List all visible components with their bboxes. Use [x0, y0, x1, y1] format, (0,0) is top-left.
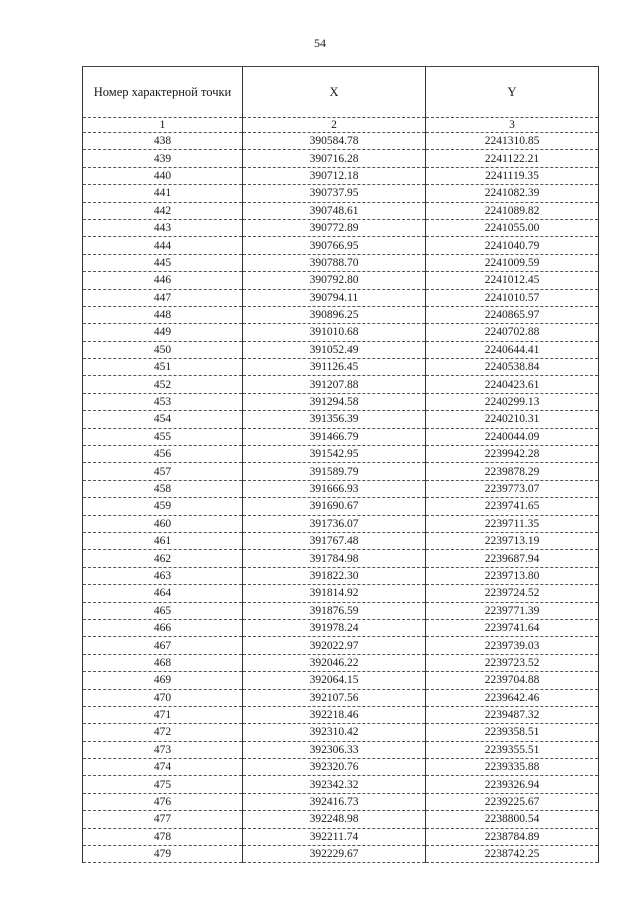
y-coordinate-cell: 2240210.31 — [426, 411, 599, 428]
point-number-cell: 467 — [83, 637, 243, 654]
header-y: Y — [426, 67, 599, 118]
y-coordinate-cell: 2239773.07 — [426, 480, 599, 497]
x-coordinate-cell: 390896.25 — [243, 306, 426, 323]
y-coordinate-cell: 2241012.45 — [426, 272, 599, 289]
x-coordinate-cell: 392229.67 — [243, 846, 426, 863]
x-coordinate-cell: 392416.73 — [243, 793, 426, 810]
x-coordinate-cell: 390716.28 — [243, 150, 426, 167]
y-coordinate-cell: 2240644.41 — [426, 341, 599, 358]
point-number-cell: 453 — [83, 393, 243, 410]
y-coordinate-cell: 2239724.52 — [426, 585, 599, 602]
x-coordinate-cell: 391822.30 — [243, 567, 426, 584]
point-number-cell: 479 — [83, 846, 243, 863]
y-coordinate-cell: 2239878.29 — [426, 463, 599, 480]
x-coordinate-cell: 392218.46 — [243, 706, 426, 723]
y-coordinate-cell: 2241082.39 — [426, 185, 599, 202]
y-coordinate-cell: 2240044.09 — [426, 428, 599, 445]
point-number-cell: 448 — [83, 306, 243, 323]
x-coordinate-cell: 391207.88 — [243, 376, 426, 393]
header-x: X — [243, 67, 426, 118]
table-row — [83, 324, 599, 341]
x-coordinate-cell: 391690.67 — [243, 498, 426, 515]
point-number-cell: 463 — [83, 567, 243, 584]
table-body — [83, 133, 599, 863]
point-number-cell: 455 — [83, 428, 243, 445]
x-coordinate-cell: 390772.89 — [243, 219, 426, 236]
x-coordinate-cell: 390788.70 — [243, 254, 426, 271]
point-number-cell: 471 — [83, 706, 243, 723]
table-row — [83, 185, 599, 202]
table-row — [83, 428, 599, 445]
table-row — [83, 393, 599, 410]
table-row — [83, 254, 599, 271]
y-coordinate-cell: 2239713.19 — [426, 532, 599, 549]
y-coordinate-cell: 2239704.88 — [426, 672, 599, 689]
table-row — [83, 411, 599, 428]
point-number-cell: 454 — [83, 411, 243, 428]
y-coordinate-cell: 2241010.57 — [426, 289, 599, 306]
y-coordinate-cell: 2238742.25 — [426, 846, 599, 863]
table-row — [83, 654, 599, 671]
x-coordinate-cell: 390766.95 — [243, 237, 426, 254]
y-coordinate-cell: 2239355.51 — [426, 741, 599, 758]
column-number-row — [83, 118, 599, 133]
point-number-cell: 465 — [83, 602, 243, 619]
point-number-cell: 440 — [83, 167, 243, 184]
point-number-cell: 450 — [83, 341, 243, 358]
x-coordinate-cell: 391294.58 — [243, 393, 426, 410]
x-coordinate-cell: 390737.95 — [243, 185, 426, 202]
table-row — [83, 463, 599, 480]
table-row — [83, 237, 599, 254]
x-coordinate-cell: 392022.97 — [243, 637, 426, 654]
x-coordinate-cell: 391466.79 — [243, 428, 426, 445]
point-number-cell: 461 — [83, 532, 243, 549]
x-coordinate-cell: 391589.79 — [243, 463, 426, 480]
column-number-1: 1 — [83, 118, 243, 133]
table-row — [83, 133, 599, 150]
point-number-cell: 442 — [83, 202, 243, 219]
point-number-cell: 449 — [83, 324, 243, 341]
y-coordinate-cell: 2240299.13 — [426, 393, 599, 410]
x-coordinate-cell: 390748.61 — [243, 202, 426, 219]
point-number-cell: 476 — [83, 793, 243, 810]
y-coordinate-cell: 2239739.03 — [426, 637, 599, 654]
table-row — [83, 167, 599, 184]
x-coordinate-cell: 392306.33 — [243, 741, 426, 758]
column-number-2: 2 — [243, 118, 426, 133]
x-coordinate-cell: 392342.32 — [243, 776, 426, 793]
table-row — [83, 619, 599, 636]
y-coordinate-cell: 2239487.32 — [426, 706, 599, 723]
y-coordinate-cell: 2238800.54 — [426, 811, 599, 828]
y-coordinate-cell: 2240538.84 — [426, 359, 599, 376]
x-coordinate-cell: 391736.07 — [243, 515, 426, 532]
y-coordinate-cell: 2239358.51 — [426, 724, 599, 741]
y-coordinate-cell: 2241089.82 — [426, 202, 599, 219]
y-coordinate-cell: 2239335.88 — [426, 759, 599, 776]
x-coordinate-cell: 391784.98 — [243, 550, 426, 567]
table-row — [83, 585, 599, 602]
table-row — [83, 306, 599, 323]
point-number-cell: 468 — [83, 654, 243, 671]
y-coordinate-cell: 2239713.80 — [426, 567, 599, 584]
point-number-cell: 444 — [83, 237, 243, 254]
y-coordinate-cell: 2239741.64 — [426, 619, 599, 636]
x-coordinate-cell: 391542.95 — [243, 446, 426, 463]
x-coordinate-cell: 391876.59 — [243, 602, 426, 619]
x-coordinate-cell: 390792.80 — [243, 272, 426, 289]
x-coordinate-cell: 391126.45 — [243, 359, 426, 376]
point-number-cell: 438 — [83, 133, 243, 150]
point-number-cell: 475 — [83, 776, 243, 793]
y-coordinate-cell: 2241122.21 — [426, 150, 599, 167]
y-coordinate-cell: 2240423.61 — [426, 376, 599, 393]
x-coordinate-cell: 391767.48 — [243, 532, 426, 549]
y-coordinate-cell: 2239771.39 — [426, 602, 599, 619]
y-coordinate-cell: 2239711.35 — [426, 515, 599, 532]
header-point-number: Номер характерной точки — [83, 67, 243, 118]
table-row — [83, 446, 599, 463]
table-row — [83, 219, 599, 236]
page-number: 54 — [314, 36, 326, 50]
point-number-cell: 443 — [83, 219, 243, 236]
table-header-row — [83, 67, 599, 118]
point-number-cell: 464 — [83, 585, 243, 602]
y-coordinate-cell: 2241310.85 — [426, 133, 599, 150]
table-row — [83, 776, 599, 793]
x-coordinate-cell: 392248.98 — [243, 811, 426, 828]
y-coordinate-cell: 2240702.88 — [426, 324, 599, 341]
table-row — [83, 811, 599, 828]
point-number-cell: 447 — [83, 289, 243, 306]
y-coordinate-cell: 2239326.94 — [426, 776, 599, 793]
y-coordinate-cell: 2241009.59 — [426, 254, 599, 271]
y-coordinate-cell: 2239942.28 — [426, 446, 599, 463]
x-coordinate-cell: 392211.74 — [243, 828, 426, 845]
table-row — [83, 828, 599, 845]
table-row — [83, 150, 599, 167]
y-coordinate-cell: 2241055.00 — [426, 219, 599, 236]
table-row — [83, 359, 599, 376]
x-coordinate-cell: 391010.68 — [243, 324, 426, 341]
table-row — [83, 480, 599, 497]
table-row — [83, 689, 599, 706]
y-coordinate-cell: 2241040.79 — [426, 237, 599, 254]
x-coordinate-cell: 391052.49 — [243, 341, 426, 358]
table-row — [83, 202, 599, 219]
table-row — [83, 741, 599, 758]
x-coordinate-cell: 392064.15 — [243, 672, 426, 689]
table-row — [83, 706, 599, 723]
table-row — [83, 272, 599, 289]
point-number-cell: 458 — [83, 480, 243, 497]
coordinates-table — [82, 66, 599, 863]
point-number-cell: 474 — [83, 759, 243, 776]
point-number-cell: 451 — [83, 359, 243, 376]
point-number-cell: 456 — [83, 446, 243, 463]
point-number-cell: 466 — [83, 619, 243, 636]
table-row — [83, 289, 599, 306]
table-row — [83, 846, 599, 863]
x-coordinate-cell: 391978.24 — [243, 619, 426, 636]
point-number-cell: 469 — [83, 672, 243, 689]
point-number-cell: 446 — [83, 272, 243, 289]
point-number-cell: 470 — [83, 689, 243, 706]
x-coordinate-cell: 390712.18 — [243, 167, 426, 184]
point-number-cell: 462 — [83, 550, 243, 567]
point-number-cell: 473 — [83, 741, 243, 758]
y-coordinate-cell: 2240865.97 — [426, 306, 599, 323]
table-row — [83, 498, 599, 515]
y-coordinate-cell: 2241119.35 — [426, 167, 599, 184]
y-coordinate-cell: 2239687.94 — [426, 550, 599, 567]
table-row — [83, 637, 599, 654]
table-row — [83, 602, 599, 619]
table-row — [83, 515, 599, 532]
y-coordinate-cell: 2239642.46 — [426, 689, 599, 706]
point-number-cell: 441 — [83, 185, 243, 202]
table-row — [83, 793, 599, 810]
table-row — [83, 341, 599, 358]
y-coordinate-cell: 2239225.67 — [426, 793, 599, 810]
table-row — [83, 532, 599, 549]
point-number-cell: 472 — [83, 724, 243, 741]
x-coordinate-cell: 392046.22 — [243, 654, 426, 671]
point-number-cell: 478 — [83, 828, 243, 845]
point-number-cell: 477 — [83, 811, 243, 828]
y-coordinate-cell: 2239723.52 — [426, 654, 599, 671]
x-coordinate-cell: 392320.76 — [243, 759, 426, 776]
x-coordinate-cell: 391814.92 — [243, 585, 426, 602]
table-row — [83, 376, 599, 393]
x-coordinate-cell: 390584.78 — [243, 133, 426, 150]
x-coordinate-cell: 391666.93 — [243, 480, 426, 497]
x-coordinate-cell: 392107.56 — [243, 689, 426, 706]
y-coordinate-cell: 2239741.65 — [426, 498, 599, 515]
point-number-cell: 459 — [83, 498, 243, 515]
table-row — [83, 759, 599, 776]
y-coordinate-cell: 2238784.89 — [426, 828, 599, 845]
x-coordinate-cell: 390794.11 — [243, 289, 426, 306]
point-number-cell: 452 — [83, 376, 243, 393]
point-number-cell: 457 — [83, 463, 243, 480]
column-number-3: 3 — [426, 118, 599, 133]
table-row — [83, 567, 599, 584]
x-coordinate-cell: 392310.42 — [243, 724, 426, 741]
point-number-cell: 460 — [83, 515, 243, 532]
table-row — [83, 672, 599, 689]
x-coordinate-cell: 391356.39 — [243, 411, 426, 428]
table-row — [83, 724, 599, 741]
point-number-cell: 439 — [83, 150, 243, 167]
point-number-cell: 445 — [83, 254, 243, 271]
table-row — [83, 550, 599, 567]
